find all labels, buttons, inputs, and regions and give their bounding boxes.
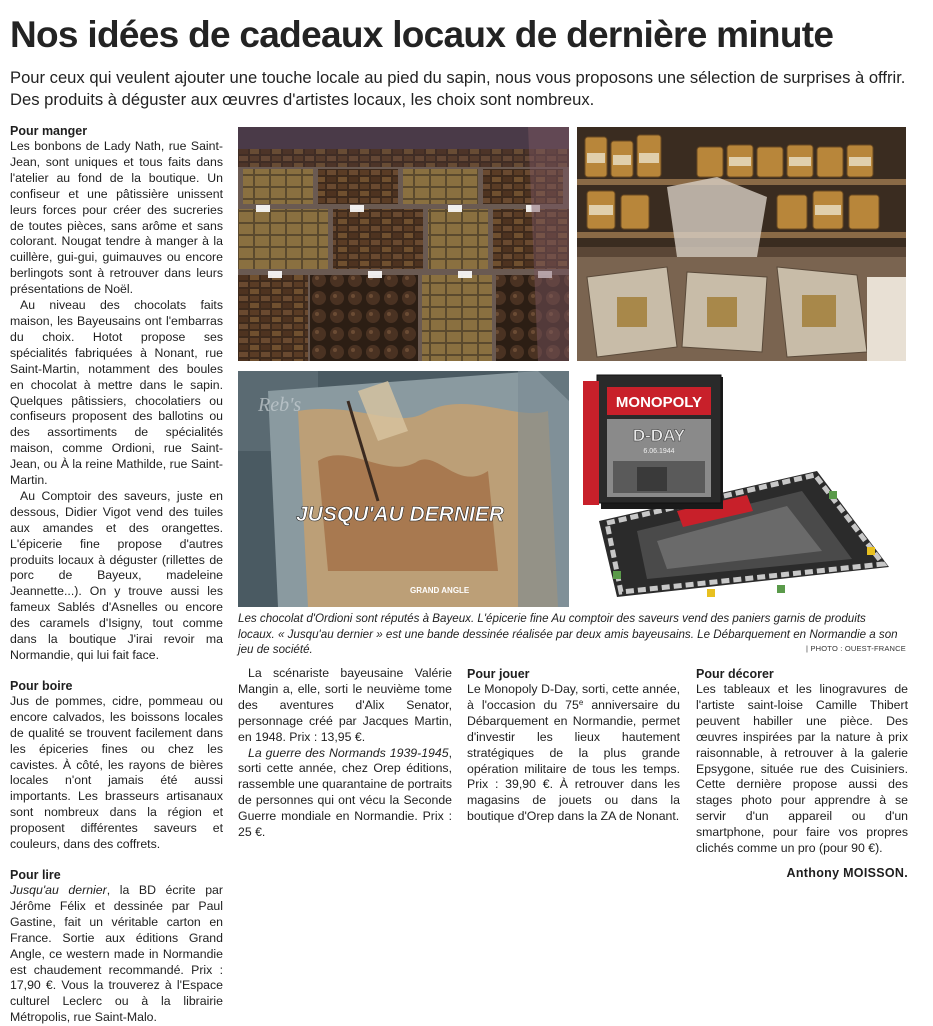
column-3 [467, 666, 680, 825]
monopoly-edition: D-DAY [632, 426, 686, 445]
superscript: e [578, 697, 584, 707]
lire-paragraph-1 [10, 883, 223, 1026]
column-2 [238, 666, 452, 841]
svg-text:Reb's: Reb's [258, 394, 302, 416]
manger-paragraph-3: Au Comptoir des saveurs, juste en dessous, Didier Vigot vend des tuiles aux amandes et des orangettes. L'épicerie fine propose d'autres produits locaux à déguster (rillettes de porc de Bayeux, madeleine Jeannette...). On y trouve aussi les fameux Sablés d'Asnelles ou encore des caramels d'Isigny, tout comme dans la boutique J'irai revoir ma Normandie, qui lui fait face. [10, 488, 223, 662]
jouer-paragraph-1 [467, 682, 680, 825]
author-signature: Anthony MOISSON. [786, 866, 908, 880]
section-title-lire: Pour lire [10, 867, 61, 882]
lire-paragraph-2: La scénariste bayeusaine Valérie Mangin a, elle, sorti le neuvième tome des aventures d'Alix Senator, personnage créé par Jacques Martin, en 1948. Prix : 13,95 €. [238, 666, 452, 744]
jouer-text-a: Le Monopoly D-Day, sorti, cette année, à l'occasion du 75 [467, 682, 680, 712]
photo-monopoly-dday [577, 371, 906, 607]
jouer-text-b: anniversaire du Débarquement en Normandie, permet d'investir les lieux hautement stratégiques de la plus grande opération militaire de tous les temps. Prix : 39,90 €. À retrouver dans les magasins de jouets ou dans la boutique d'Orep dans la ZA de Nonant. [467, 697, 681, 824]
decorer-paragraph-1: Les tableaux et les linogravures de l'artiste saint-loise Camille Thibert peuvent habiller une pièce. Des œuvres inspirées par la nature à prix raisonnable, à retrouver à la galerie Epsygone, située rue des Cuisiniers. Cette dernière propose aussi des stages photo pour apprendre à se servir d'un appareil ou d'un smartphone, pour faire vos propres clichés comme un pro (pour 90 €). [696, 682, 908, 856]
headline: Nos idées de cadeaux locaux de dernière minute [10, 14, 834, 55]
photo-caption: Les chocolat d'Ordioni sont réputés à Bayeux. L'épicerie fine Au comptoir des saveurs vend des paniers garnis de produits locaux. « Jusqu'au dernier » est une bande dessinée réalisée par deux amis bayeusains. Le Débarquement en Normandie a son jeu de société. [238, 612, 898, 657]
photo-credit: | PHOTO : OUEST-FRANCE [806, 644, 906, 653]
section-title-decorer: Pour décorer [696, 667, 774, 681]
bd-publisher-logo: GRAND ANGLE [410, 586, 470, 595]
lire-paragraph-3-rest: , sorti cette année, chez Orep éditions, rassemble une quarantaine de portraits de personnes qui ont vécu la Seconde Guerre mondiale en Normandie. Prix : 25 €. [238, 745, 452, 840]
bd-title-italic: Jusqu'au dernier [10, 882, 107, 897]
epicerie-illustration [577, 127, 906, 361]
photo-chocolates [238, 127, 569, 361]
book-title-italic: La guerre des Normands 1939-1945 [248, 745, 449, 760]
lire-paragraph-3 [238, 746, 452, 841]
section-title-boire: Pour boire [10, 678, 73, 693]
photo-epicerie [577, 127, 906, 361]
column-4 [696, 666, 908, 857]
section-title-jouer: Pour jouer [467, 667, 530, 681]
bd-cover-illustration [238, 371, 569, 607]
lire-paragraph-1-rest: , la BD écrite par Jérôme Félix et dessinée par Paul Gastine, fait un véritable carton en France. Sortie aux éditions Grand Angle, ce western made in Normandie est chaudement recommandé. Prix : 17,90 €. Vous la trouverez à l'Espace culturel Leclerc ou à la librairie Métropolis, rue Saint-Malo. [10, 882, 223, 1025]
intro-paragraph: Pour ceux qui veulent ajouter une touche locale au pied du sapin, nous vous proposons une sélection de surprises à offrir. Des produits à déguster aux œuvres d'artistes locaux, les choix sont nombreux. [10, 68, 906, 109]
chocolates-illustration [238, 127, 569, 361]
monopoly-illustration [577, 371, 906, 607]
bd-cover-title: JUSQU'AU DERNIER [295, 503, 505, 526]
manger-paragraph-1: Les bonbons de Lady Nath, rue Saint-Jean, sont uniques et tous faits dans l'atelier au fond de la boutique. Un confiseur et une pâtissière unissent leurs forces pour créer des sucreries de toutes pièces, sans arôme et sans colorant. Nougat tendre à manger à la cuillère, gui-gui, guimauves ou encore berlingots sont à retrouver dans leurs présentations de Noël. [10, 139, 223, 297]
manger-paragraph-2: Au niveau des chocolats faits maison, les Bayeusains ont l'embarras du choix. Hotot propose ses spécialités fabriquées à Nonant, rue Saint-Martin, notamment des boules en chocolat à mettre dans le sapin. Quelques pâtissiers, chocolatiers ou confiseurs proposent des ballotins ou des assortiments de spécialités maison, comme Ordioni, rue Saint-Jean, ou À la reine Mathilde, rue Saint-Martin. [10, 298, 223, 488]
monopoly-brand: MONOPOLY [615, 394, 703, 411]
monopoly-date: 6.06.1944 [643, 448, 675, 455]
section-title-manger: Pour manger [10, 124, 88, 138]
boire-paragraph-1: Jus de pommes, cidre, pommeau ou encore calvados, les boissons locales de qualité se trouvent facilement dans les épiceries fines ou chez les cavistes. À côté, les rayons de bières locales n'ont jamais été aussi importants. Les brasseurs artisanaux sont nombreux dans la région et proposent différentes saveurs et couleurs, dans des coffrets. [10, 693, 223, 852]
column-1 [10, 123, 223, 1026]
photo-bd-jusquau-dernier [238, 371, 569, 607]
